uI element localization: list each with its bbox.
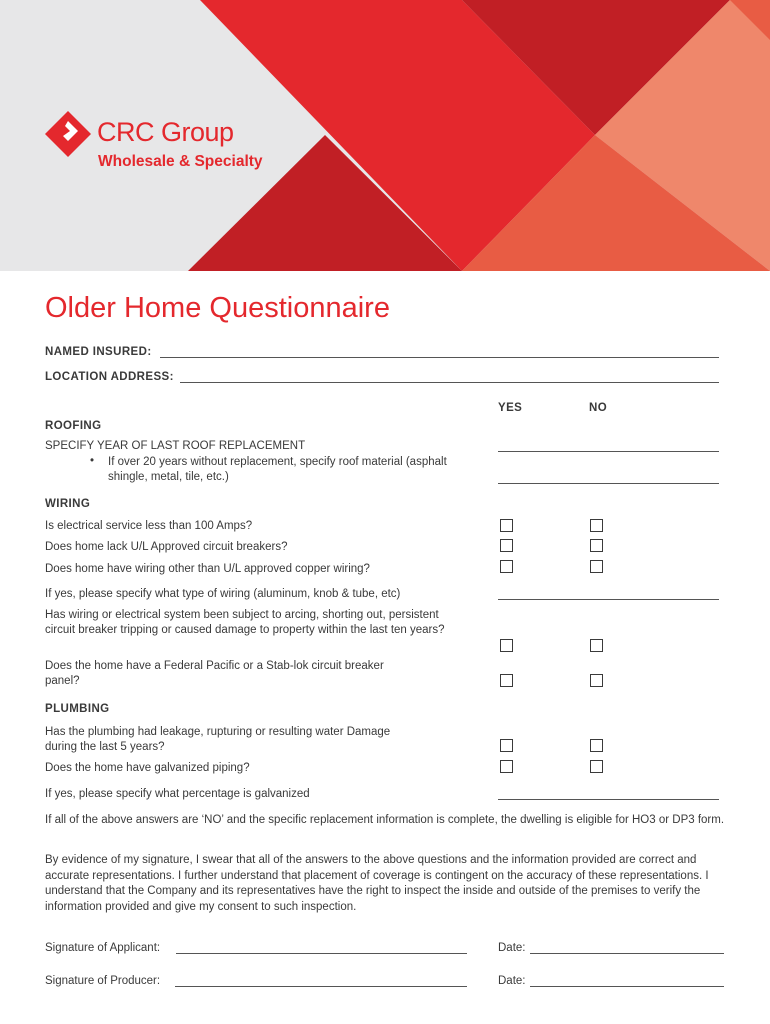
plumbing-q2-yes-checkbox[interactable] [500, 760, 513, 773]
wiring-question-5: Has wiring or electrical system been subject to arcing, shorting out, persistent circuit breaker tripping or caused damage to property within the last ten years? [45, 609, 445, 636]
page-title: Older Home Questionnaire [45, 292, 390, 324]
header-banner [0, 0, 770, 271]
eligibility-note: If all of the above answers are ‘NO’ and the specific replacement information is complete, the dwelling is eligible for HO3 or DP3 form. [45, 814, 725, 826]
brand-tagline: Wholesale & Specialty [98, 153, 263, 170]
plumbing-q1-no-checkbox[interactable] [590, 739, 603, 752]
attestation-statement: By evidence of my signature, I swear that all of the answers to the above questions and the information provided are correct and accurate representations. I further understand that placement of coverage is contingent on the accuracy of these representations. I understand that the Company and its representatives have the right to inspect the inside and outside of the premises to verify the information provided and give my consent to such inspection. [45, 854, 709, 913]
yes-column-header: YES [498, 402, 523, 414]
wiring-q2-no-checkbox[interactable] [590, 539, 603, 552]
producer-date-label: Date: [498, 975, 526, 987]
no-column-header: NO [589, 402, 608, 414]
plumbing-heading: PLUMBING [45, 703, 110, 715]
location-address-label: LOCATION ADDRESS: [45, 371, 174, 383]
plumbing-question-2: Does the home have galvanized piping? [45, 762, 250, 774]
named-insured-label: NAMED INSURED: [45, 346, 152, 358]
bullet-icon: • [90, 455, 95, 467]
applicant-signature-field[interactable] [176, 953, 467, 954]
producer-signature-label: Signature of Producer: [45, 975, 161, 987]
wiring-q5-yes-checkbox[interactable] [500, 639, 513, 652]
wiring-q6-no-checkbox[interactable] [590, 674, 603, 687]
wiring-q3-no-checkbox[interactable] [590, 560, 603, 573]
applicant-signature-label: Signature of Applicant: [45, 942, 161, 954]
named-insured-field[interactable] [160, 357, 719, 358]
applicant-date-label: Date: [498, 942, 526, 954]
wiring-heading: WIRING [45, 498, 91, 510]
roofing-heading: ROOFING [45, 420, 102, 432]
wiring-q1-yes-checkbox[interactable] [500, 519, 513, 532]
galvanized-percentage-field[interactable] [498, 799, 719, 800]
plumbing-q2-no-checkbox[interactable] [590, 760, 603, 773]
producer-date-field[interactable] [530, 986, 724, 987]
wiring-question-1: Is electrical service less than 100 Amps? [45, 520, 253, 532]
location-address-field[interactable] [180, 382, 719, 383]
wiring-q3-yes-checkbox[interactable] [500, 560, 513, 573]
wiring-question-3: Does home have wiring other than U/L approved copper wiring? [45, 563, 370, 575]
plumbing-question-1: Has the plumbing had leakage, rupturing or resulting water Damage during the last 5 years? [45, 726, 391, 753]
wiring-q5-no-checkbox[interactable] [590, 639, 603, 652]
producer-signature-field[interactable] [175, 986, 467, 987]
wiring-q2-yes-checkbox[interactable] [500, 539, 513, 552]
wiring-q6-yes-checkbox[interactable] [500, 674, 513, 687]
wiring-q1-no-checkbox[interactable] [590, 519, 603, 532]
plumbing-question-3: If yes, please specify what percentage is galvanized [45, 788, 310, 800]
roof-material-question: If over 20 years without replacement, specify roof material (asphalt shingle, metal, tile, etc.) [108, 456, 447, 483]
roof-material-field[interactable] [498, 483, 719, 484]
wiring-type-field[interactable] [498, 599, 719, 600]
brand-name: CRC Group [97, 117, 234, 147]
roof-year-field[interactable] [498, 451, 719, 452]
wiring-question-6: Does the home have a Federal Pacific or a Stab-lok circuit breaker panel? [45, 660, 384, 687]
wiring-question-4: If yes, please specify what type of wiring (aluminum, knob & tube, etc) [45, 588, 401, 600]
roof-replacement-question: SPECIFY YEAR OF LAST ROOF REPLACEMENT [45, 440, 306, 452]
plumbing-q1-yes-checkbox[interactable] [500, 739, 513, 752]
wiring-question-2: Does home lack U/L Approved circuit breakers? [45, 541, 288, 553]
applicant-date-field[interactable] [530, 953, 724, 954]
